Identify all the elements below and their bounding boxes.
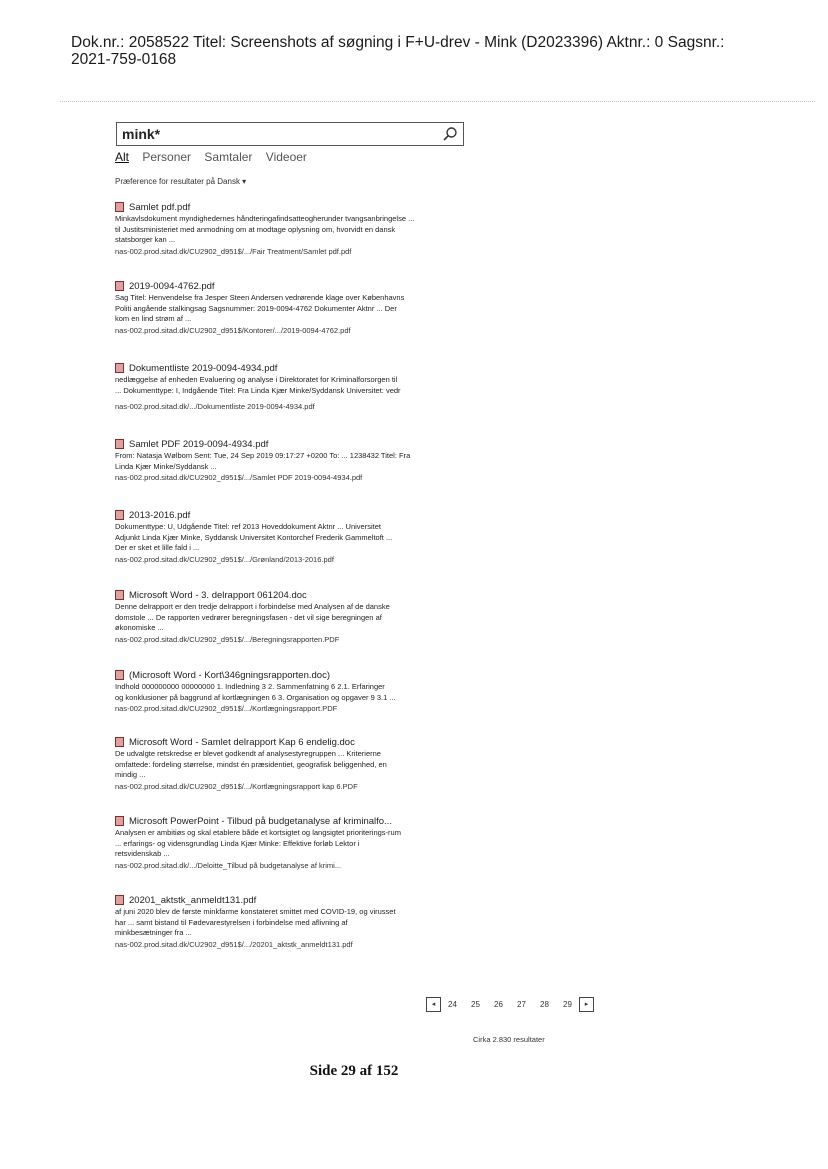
result-title[interactable]: Microsoft Word - Samlet delrapport Kap 6 endelig.doc <box>115 736 467 748</box>
search-tabs <box>115 150 317 164</box>
pdf-file-icon <box>115 510 124 520</box>
tab-personer[interactable]: Personer <box>142 150 192 164</box>
result-path: nas-002.prod.sitad.dk/CU2902_d951$/.../20201_aktstk_anmeldt131.pdf <box>115 939 353 949</box>
page-number-footer: Side 29 af 152 <box>309 1063 399 1079</box>
header-line-1: Dok.nr.: 2058522 Titel: Screenshots af søgning i F+U-drev - Mink (D2023396) Aktnr.: 0 Sagsnr.: <box>71 34 725 51</box>
result-item <box>115 815 467 871</box>
result-snippet: Denne delrapport er den tredje delrapport i forbindelse med Analysen af de danske domstole ... De rapporten vedrører beregningsfasen - det vil sige beregningen af økonomiske ... <box>115 602 390 632</box>
result-title[interactable]: 20201_aktstk_anmeldt131.pdf <box>115 894 467 906</box>
previous-page-button[interactable]: ◂ <box>426 997 441 1012</box>
page-link[interactable]: 29 <box>563 999 572 1009</box>
result-item <box>115 201 467 257</box>
tab-videoer[interactable]: Videoer <box>265 150 307 164</box>
result-item <box>115 438 467 483</box>
result-item <box>115 736 467 792</box>
pdf-file-icon <box>115 202 124 212</box>
result-title[interactable]: Samlet pdf.pdf <box>115 201 467 213</box>
result-path: nas-002.prod.sitad.dk/CU2902_d951$/.../Beregningsrapporten.PDF <box>115 634 340 644</box>
page-link[interactable]: 25 <box>471 999 480 1009</box>
pdf-file-icon <box>115 363 124 373</box>
result-title[interactable]: Microsoft PowerPoint - Tilbud på budgetanalyse af kriminalfo... <box>115 815 467 827</box>
next-page-button[interactable]: ▸ <box>579 997 594 1012</box>
result-item <box>115 509 467 565</box>
document-header <box>71 34 791 68</box>
header-line-2: 2021-759-0168 <box>71 51 177 68</box>
result-title[interactable]: 2013-2016.pdf <box>115 509 467 521</box>
result-title[interactable]: Microsoft Word - 3. delrapport 061204.doc <box>115 589 467 601</box>
result-item <box>115 669 467 714</box>
pdf-file-icon <box>115 816 124 826</box>
result-snippet: nedlæggelse af enheden Evaluering og analyse i Direktoratet for Kriminalforsorgen til ... Dokumenttype: I, Indgående Titel: Fra Linda Kjær Minke/Syddansk Universitet: vedr <box>115 375 401 395</box>
search-query: mink* <box>122 126 161 142</box>
page-link[interactable]: 28 <box>540 999 549 1009</box>
page-link[interactable]: 24 <box>448 999 457 1009</box>
result-title[interactable]: Samlet PDF 2019-0094-4934.pdf <box>115 438 467 450</box>
search-input[interactable] <box>116 122 464 146</box>
pagination <box>426 995 594 1013</box>
result-snippet: af juni 2020 blev de første minkfarme konstateret smittet med COVID-19, og virusset har ... samt bistand til Fødevarestyrelsen i forbindelse med aflivning af minkbesætninger fra ... <box>115 907 396 937</box>
result-path: nas-002.prod.sitad.dk/CU2902_d951$/.../Fair Treatment/Samlet pdf.pdf <box>115 246 352 256</box>
result-title[interactable]: (Microsoft Word - Kort\346gningsrapporten.doc) <box>115 669 467 681</box>
tab-samtaler[interactable]: Samtaler <box>204 150 253 164</box>
result-item <box>115 894 467 950</box>
result-path: nas-002.prod.sitad.dk/CU2902_d951$/.../Kortlægningsrapport kap 6.PDF <box>115 781 358 791</box>
result-path: nas-002.prod.sitad.dk/CU2902_d951$/.../Grønland/2013-2016.pdf <box>115 554 334 564</box>
result-title[interactable]: 2019-0094-4762.pdf <box>115 280 467 292</box>
result-path: nas-002.prod.sitad.dk/CU2902_d951$/.../Kortlægningsrapport.PDF <box>115 704 338 713</box>
tab-alt[interactable]: Alt <box>115 150 130 164</box>
result-path: nas-002.prod.sitad.dk/.../Deloitte_Tilbud på budgetanalyse af krimi... <box>115 860 342 870</box>
pdf-file-icon <box>115 737 124 747</box>
result-snippet: Minkavlsdokument myndighedernes håndteringafindsatteogherunder tvangsanbringelse ... til Justitsministeriet med anmodning om at modtage oplysning om, hvorvidt en dansk statsborger kan ... <box>115 214 415 244</box>
result-snippet: De udvalgte retskredse er blevet godkendt af analysestyregruppen ... Kriterierne omfattede: fordeling størrelse, mindst én præsidentiet, geografisk beliggenhed, en mindig ... <box>115 749 387 779</box>
language-preference[interactable]: Præference for resultater på Dansk ▾ <box>115 177 247 186</box>
result-item <box>115 280 467 336</box>
result-path: nas-002.prod.sitad.dk/.../Dokumentliste 2019-0094-4934.pdf <box>115 402 315 411</box>
result-path: nas-002.prod.sitad.dk/CU2902_d951$/Kontorer/.../2019-0094-4762.pdf <box>115 325 351 335</box>
separator-line <box>60 101 815 102</box>
result-item <box>115 589 467 645</box>
result-snippet: Indhold 000000000 00000000 1. Indledning 3 2. Sammenfatning 6 2.1. Erfaringer og konklusioner på baggrund af kortlægningen 6 3. Organisation og opgaver 9 3.1 ... <box>115 682 396 702</box>
search-icon[interactable] <box>442 126 458 142</box>
result-snippet: Analysen er ambitiøs og skal etablere både et kortsigtet og langsigtet prioriterings-rum ... erfarings- og vidensgrundlag Linda Kjær Minke: Effektive forløb Lektor i retsvidenskab ... <box>115 828 401 858</box>
pdf-file-icon <box>115 439 124 449</box>
pdf-file-icon <box>115 590 124 600</box>
result-count: Cirka 2.830 resultater <box>473 1035 545 1044</box>
result-item <box>115 362 467 412</box>
pdf-file-icon <box>115 895 124 905</box>
page-link[interactable]: 27 <box>517 999 526 1009</box>
result-path: nas-002.prod.sitad.dk/CU2902_d951$/.../Samlet PDF 2019-0094-4934.pdf <box>115 473 363 482</box>
result-snippet: Dokumenttype: U, Udgående Titel: ref 2013 Hoveddokument Aktnr ... Universitet Adjunkt Linda Kjær Minke, Syddansk Universitet Kontorchef Frederik Gammeltoft ... Der er sket et lille fald i ... <box>115 522 393 552</box>
result-snippet: From: Natasja Wølbom Sent: Tue, 24 Sep 2019 09:17:27 +0200 To: ... 1238432 Titel: Fra Linda Kjær Minke/Syddansk ... <box>115 451 411 471</box>
page-link[interactable]: 26 <box>494 999 503 1009</box>
result-snippet: Sag Titel: Henvendelse fra Jesper Steen Andersen vedrørende klage over Københavns Politi angående stalkingsag Sagsnummer: 2019-0094-4762 Dokumenter Aktnr ... Der kom en lind strøm af ... <box>115 293 405 323</box>
pdf-file-icon <box>115 670 124 680</box>
result-title[interactable]: Dokumentliste 2019-0094-4934.pdf <box>115 362 467 374</box>
pdf-file-icon <box>115 281 124 291</box>
